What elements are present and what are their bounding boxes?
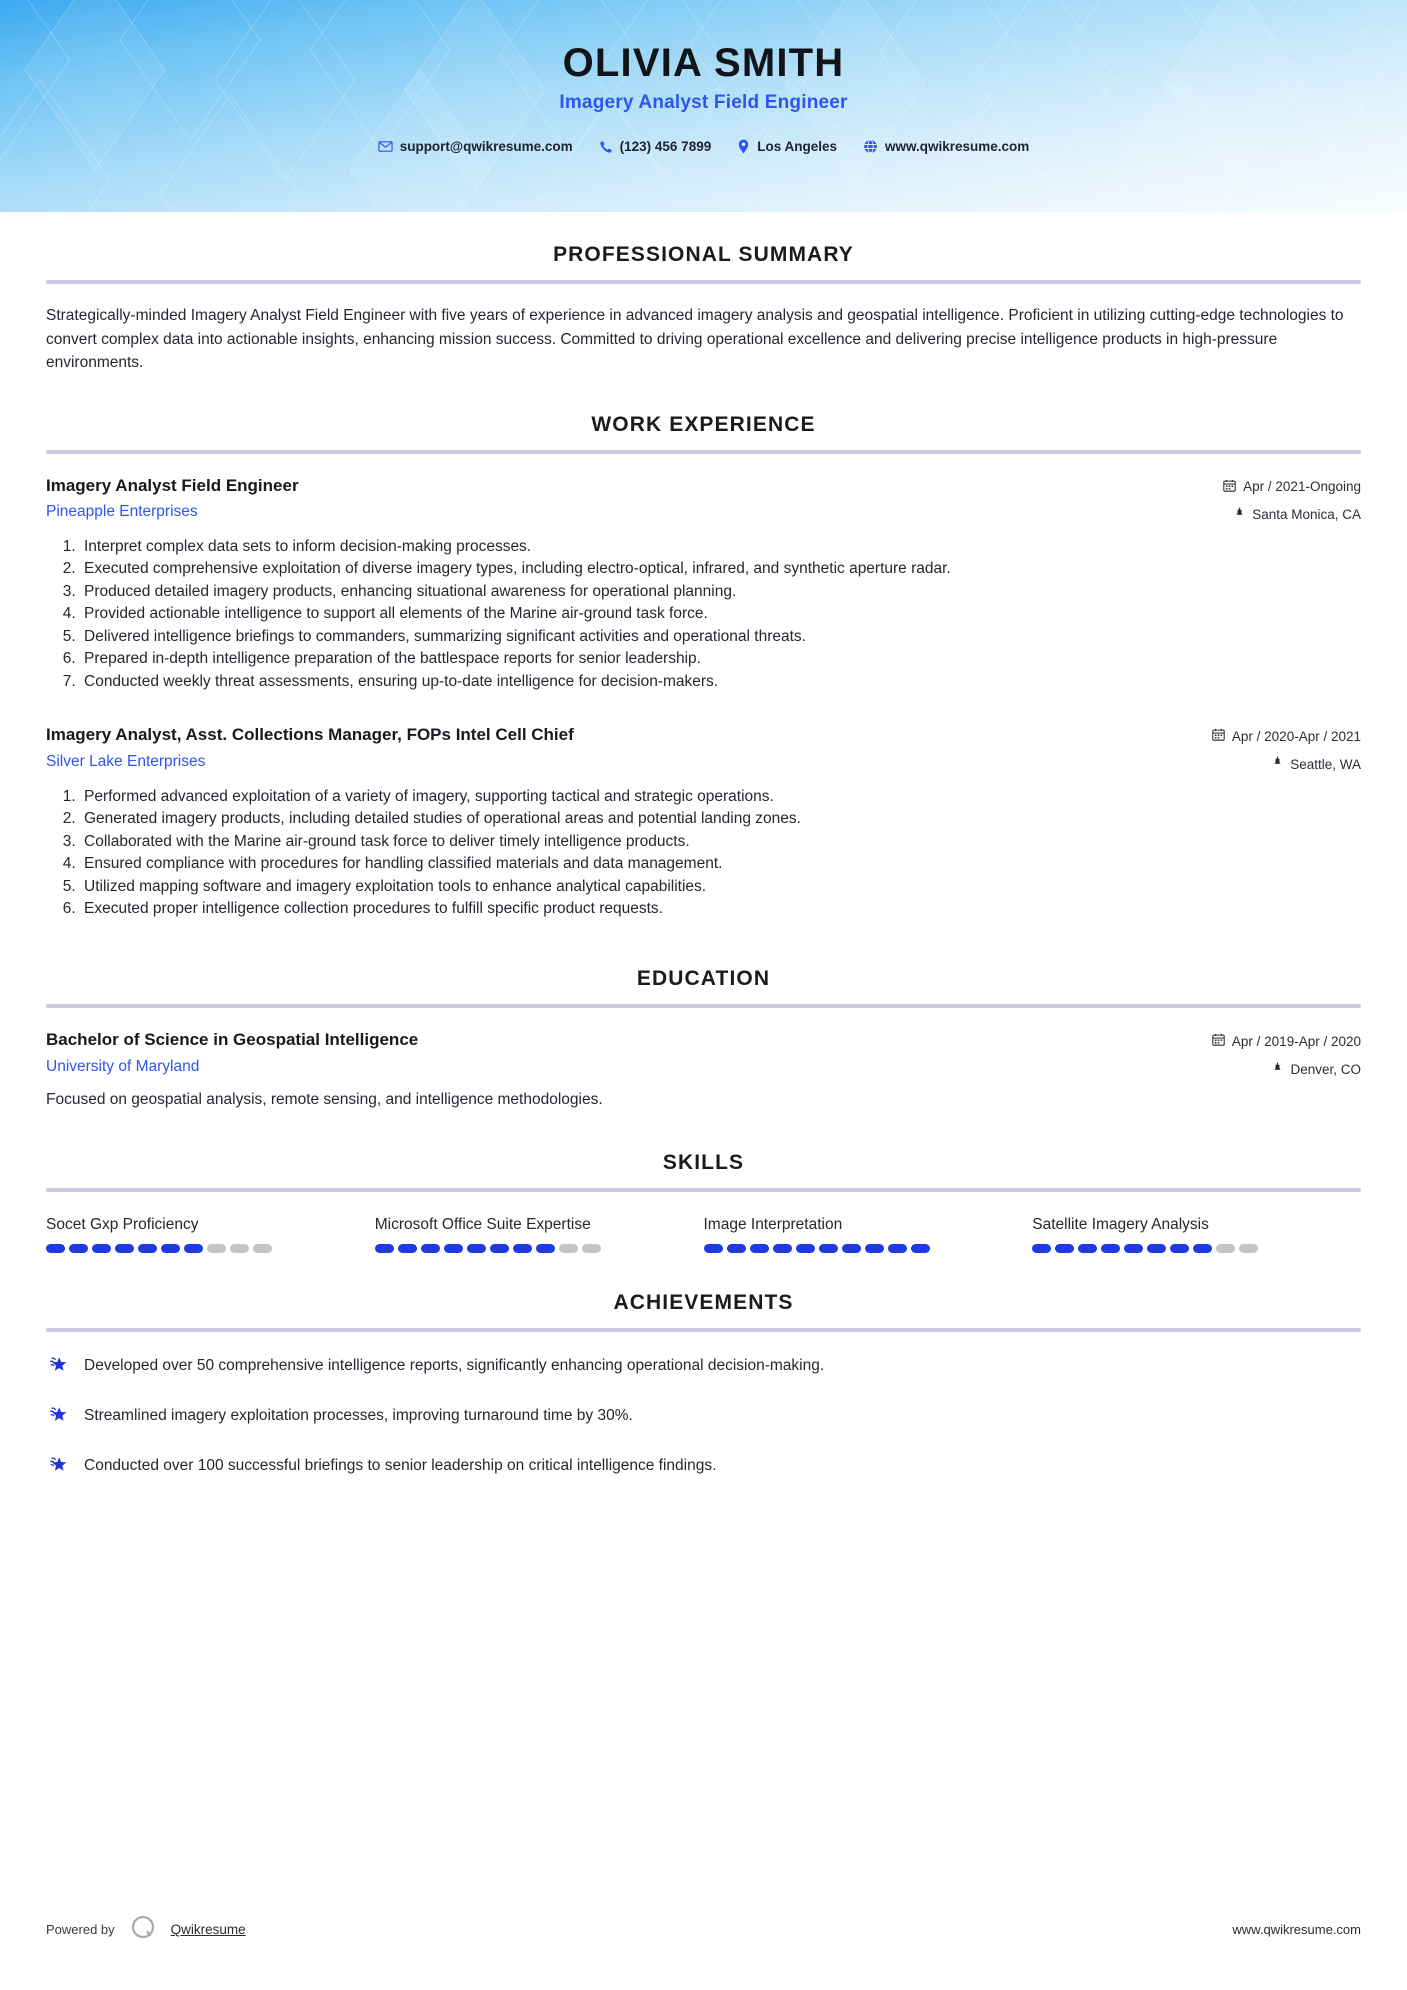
skill-level-meter (375, 1244, 664, 1253)
skill-dot-filled (1055, 1244, 1074, 1253)
skill-dot-filled (161, 1244, 180, 1253)
section-education (46, 920, 1361, 1111)
work-location-text: Santa Monica, CA (1252, 507, 1361, 523)
map-pin-icon (1272, 756, 1283, 773)
contact-location[interactable] (724, 139, 850, 154)
section-title-work: WORK EXPERIENCE (591, 412, 816, 436)
list-item: 1. Performed advanced exploitation of a variety of imagery, supporting tactical and strategic operations. (80, 786, 1361, 808)
contact-row (0, 139, 1407, 154)
education-organization[interactable]: University of Maryland (46, 1057, 200, 1075)
list-item: 5. Utilized mapping software and imagery exploitation tools to enhance analytical capabilities. (80, 876, 1361, 898)
section-achievements (46, 1253, 1361, 1483)
phone-icon (599, 140, 613, 154)
skill-item (46, 1214, 375, 1253)
skill-dot-filled (727, 1244, 746, 1253)
list-item: 7. Conducted weekly threat assessments, ensuring up-to-date intelligence for decision-makers. (80, 671, 1361, 693)
resume-body (0, 212, 1407, 1483)
list-item (46, 1454, 1361, 1483)
skill-dot-filled (184, 1244, 203, 1253)
skill-dot-empty (582, 1244, 601, 1253)
list-item: 3. Produced detailed imagery products, enhancing situational awareness for operational planning. (80, 581, 1361, 603)
skill-dot-filled (138, 1244, 157, 1253)
education-description: Focused on geospatial analysis, remote sensing, and intelligence methodologies. (46, 1090, 603, 1108)
star-burst-icon (46, 1454, 70, 1483)
skill-dot-filled (467, 1244, 486, 1253)
contact-website-text: www.qwikresume.com (885, 139, 1030, 154)
footer-website[interactable]: www.qwikresume.com (1232, 1922, 1361, 1937)
skill-dot-filled (1101, 1244, 1120, 1253)
skill-dot-empty (253, 1244, 272, 1253)
contact-email[interactable] (365, 139, 586, 154)
skill-dot-filled (888, 1244, 907, 1253)
education-location (1212, 1062, 1361, 1079)
map-pin-icon (1272, 1062, 1283, 1079)
skill-dot-filled (513, 1244, 532, 1253)
qwikresume-logo-icon (128, 1913, 158, 1946)
education-entry (46, 1029, 1361, 1111)
achievement-text: Streamlined imagery exploitation processes, improving turnaround time by 30%. (84, 1407, 633, 1425)
skill-dot-filled (750, 1244, 769, 1253)
skill-name: Satellite Imagery Analysis (1032, 1216, 1209, 1234)
skill-level-meter (1032, 1244, 1321, 1253)
list-item: 6. Executed proper intelligence collection procedures to fulfill specific product requests. (80, 898, 1361, 920)
list-item: 4. Provided actionable intelligence to support all elements of the Marine air-ground task force. (80, 603, 1361, 625)
skill-dot-filled (398, 1244, 417, 1253)
location-pin-icon (737, 139, 750, 154)
section-skills (46, 1111, 1361, 1253)
skill-dot-empty (559, 1244, 578, 1253)
skill-name: Image Interpretation (703, 1216, 843, 1234)
powered-by-label: Powered by (46, 1922, 115, 1937)
section-divider (46, 1328, 1361, 1332)
section-work-experience (46, 375, 1361, 921)
work-dates-text: Apr / 2020-Apr / 2021 (1231, 728, 1361, 744)
skill-dot-filled (1147, 1244, 1166, 1253)
skill-dot-filled (375, 1244, 394, 1253)
section-title-skills: SKILLS (662, 1151, 745, 1175)
education-dates-text: Apr / 2019-Apr / 2020 (1231, 1033, 1361, 1049)
skill-item (704, 1214, 1033, 1253)
list-item: 1. Interpret complex data sets to inform decision-making processes. (80, 536, 1361, 558)
skill-name: Microsoft Office Suite Expertise (374, 1216, 591, 1234)
skill-dot-filled (1078, 1244, 1097, 1253)
list-item: 2. Executed comprehensive exploitation of diverse imagery types, including electro-optical, infrared, and synthetic aperture radar. (80, 558, 1361, 580)
list-item: 5. Delivered intelligence briefings to commanders, summarizing significant activities and operational threats. (80, 626, 1361, 648)
list-item: 6. Prepared in-depth intelligence preparation of the battlespace reports for senior leadership. (80, 648, 1361, 670)
skill-dot-empty (1216, 1244, 1235, 1253)
star-burst-icon (46, 1404, 70, 1433)
work-organization[interactable]: Silver Lake Enterprises (46, 752, 206, 770)
work-bullets (46, 786, 1361, 921)
achievements-list (46, 1354, 1361, 1483)
skill-dot-filled (115, 1244, 134, 1253)
calendar-icon (1223, 479, 1236, 496)
section-divider (46, 450, 1361, 454)
header-banner (0, 0, 1407, 212)
achievement-text: Developed over 50 comprehensive intelligence reports, significantly enhancing operational decision-making. (84, 1357, 825, 1375)
skill-dot-filled (865, 1244, 884, 1253)
skill-dot-empty (230, 1244, 249, 1253)
work-location (1212, 756, 1361, 773)
skill-dot-filled (536, 1244, 555, 1253)
list-item (46, 1354, 1361, 1383)
calendar-icon (1212, 1033, 1225, 1050)
section-title-education: EDUCATION (636, 967, 771, 991)
skill-dot-filled (1170, 1244, 1189, 1253)
page-title: OLIVIA SMITH (562, 41, 845, 85)
skill-dot-filled (842, 1244, 861, 1253)
skill-dot-filled (1193, 1244, 1212, 1253)
job-title: Imagery Analyst Field Engineer (559, 92, 848, 113)
section-divider (46, 280, 1361, 284)
skill-dot-filled (92, 1244, 111, 1253)
work-location-text: Seattle, WA (1290, 756, 1361, 772)
skill-dot-filled (911, 1244, 930, 1253)
map-pin-icon (1234, 507, 1245, 524)
skill-dot-filled (704, 1244, 723, 1253)
footer (46, 1913, 1361, 1946)
section-professional-summary (46, 212, 1361, 375)
skill-dot-filled (819, 1244, 838, 1253)
globe-icon (863, 139, 878, 154)
achievement-text: Conducted over 100 successful briefings to senior leadership on critical intelligence findings. (84, 1457, 717, 1475)
skill-name: Socet Gxp Proficiency (46, 1216, 199, 1234)
contact-phone[interactable] (586, 139, 725, 154)
skill-dot-filled (1032, 1244, 1051, 1253)
education-degree: Bachelor of Science in Geospatial Intelligence (46, 1030, 419, 1050)
contact-phone-text: (123) 456 7899 (619, 139, 712, 154)
work-bullets (46, 536, 1361, 693)
contact-website[interactable] (850, 139, 1042, 154)
work-role: Imagery Analyst Field Engineer (46, 475, 299, 495)
skill-dot-filled (444, 1244, 463, 1253)
summary-text: Strategically-minded Imagery Analyst Field Engineer with five years of experience in advanced imagery analysis and geospatial intelligence. Proficient in utilizing cutting-edge technologies to convert complex data into actionable insights, enhancing mission success. Committed to driving operational excellence and delivering precise intelligence products in high-pressure environments. (46, 307, 1344, 372)
star-burst-icon (46, 1354, 70, 1383)
skill-dot-filled (773, 1244, 792, 1253)
skill-dot-filled (69, 1244, 88, 1253)
work-entry (46, 724, 1361, 920)
work-dates (1223, 479, 1361, 496)
skill-dot-filled (796, 1244, 815, 1253)
contact-location-text: Los Angeles (757, 139, 837, 154)
work-organization[interactable]: Pineapple Enterprises (46, 502, 198, 520)
skill-dot-filled (490, 1244, 509, 1253)
list-item (46, 1404, 1361, 1433)
list-item: 4. Ensured compliance with procedures for handling classified materials and data management. (80, 853, 1361, 875)
skills-grid (46, 1214, 1361, 1253)
section-divider (46, 1004, 1361, 1008)
section-title-achievements: ACHIEVEMENTS (613, 1291, 794, 1315)
qwikresume-link[interactable]: Qwikresume (170, 1922, 246, 1937)
work-location (1223, 507, 1361, 524)
calendar-icon (1212, 728, 1225, 745)
mail-icon (378, 139, 393, 154)
skill-dot-filled (1124, 1244, 1143, 1253)
education-dates (1212, 1033, 1361, 1050)
list-item: 3. Collaborated with the Marine air-ground task force to deliver timely intelligence products. (80, 831, 1361, 853)
skill-level-meter (704, 1244, 993, 1253)
section-divider (46, 1188, 1361, 1192)
skill-dot-empty (207, 1244, 226, 1253)
work-dates-text: Apr / 2021-Ongoing (1243, 479, 1361, 495)
skill-dot-empty (1239, 1244, 1258, 1253)
contact-email-text: support@qwikresume.com (399, 139, 573, 154)
work-entry (46, 475, 1361, 694)
list-item: 2. Generated imagery products, including detailed studies of operational areas and potential landing zones. (80, 808, 1361, 830)
work-dates (1212, 728, 1361, 745)
work-role: Imagery Analyst, Asst. Collections Manager, FOPs Intel Cell Chief (46, 725, 574, 745)
skill-dot-filled (46, 1244, 65, 1253)
skill-item (1032, 1214, 1361, 1253)
education-location-text: Denver, CO (1290, 1062, 1361, 1078)
skill-level-meter (46, 1244, 335, 1253)
skill-dot-filled (421, 1244, 440, 1253)
skill-item (375, 1214, 704, 1253)
section-title-summary: PROFESSIONAL SUMMARY (553, 243, 854, 266)
